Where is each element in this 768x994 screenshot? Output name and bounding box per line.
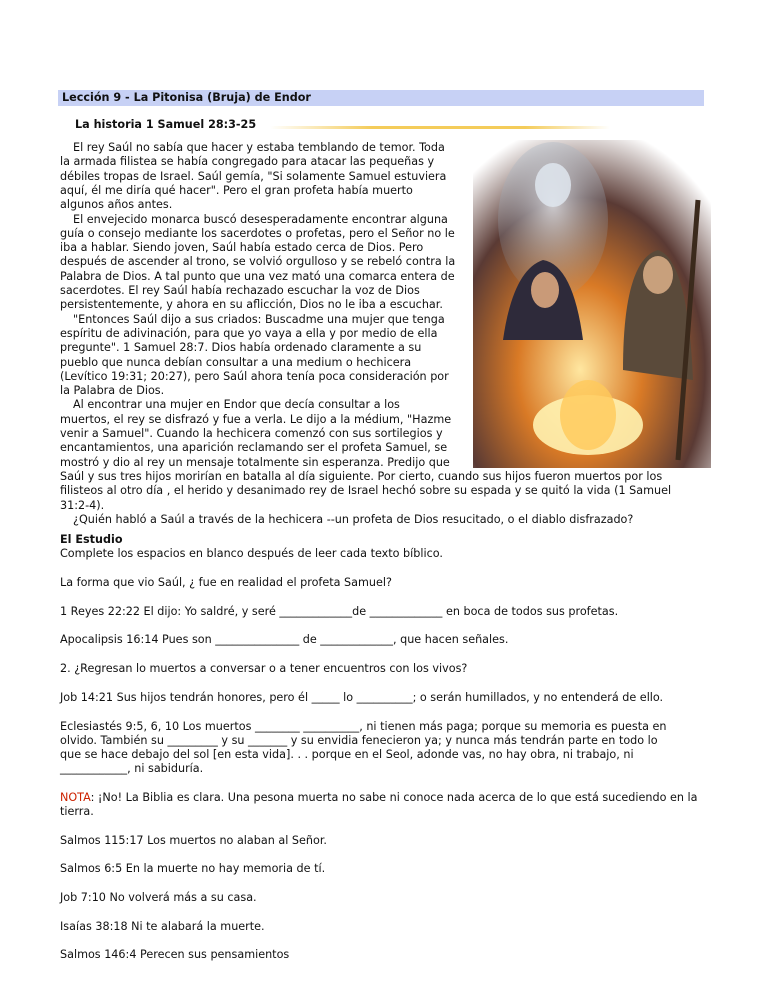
story-line: sacerdotes. El rey Saúl había rechazado escuchar la voz de Dios	[60, 284, 420, 297]
kings-verse: 1 Reyes 22:22 El dijo: Yo saldré, y seré _____________de _____________ en boca de todos sus profetas.	[60, 605, 619, 618]
job7-verse: Job 7:10 No volverá más a su casa.	[60, 891, 257, 904]
psalm6-verse: Salmos 6:5 En la muerte no hay memoria de tí.	[60, 862, 326, 875]
story-line: mostró y dio al rey un mensaje totalmente sin esperanza. Predijo que	[60, 455, 450, 469]
story-line: encantamientos, una aparición reclamando ser el profeta Samuel, se	[60, 441, 448, 455]
story-line: aquí, él me diría qué hacer". Pero el gran profeta había muerto	[60, 183, 413, 197]
revelation-verse: Apocalipsis 16:14 Pues son _______________ de _____________, que hacen señales.	[60, 633, 509, 646]
psalm115-verse: Salmos 115:17 Los muertos no alaban al Señor.	[60, 834, 327, 847]
story-line: El rey Saúl no sabía que hacer y estaba temblando de temor. Toda	[73, 141, 445, 154]
saul-witch-illustration	[473, 140, 711, 468]
study-heading: El Estudio	[60, 533, 123, 546]
study-intro: Complete los espacios en blanco después de leer cada texto bíblico.	[60, 547, 443, 560]
job14-verse: Job 14:21 Sus hijos tendrán honores, pero él _____ lo __________; o serán humillados, y no entenderá de ello.	[60, 691, 664, 704]
eccl-line-3: que se hace debajo del sol [en esta vida]. . . porque en el Seol, adonde vas, no hay obra, ni trabajo, ni	[60, 748, 634, 761]
story-line: Palabra de Dios. A tal punto que una vez mató una comarca entera de	[60, 269, 455, 283]
eccl-line-2: olvido. También su _________ y su _______ y su envidia fenecieron ya; y nunca más tendrán parte en todo lo	[60, 734, 658, 747]
story-line: filisteos al otro día , el herido y desanimado rey de Israel hechó sobre su espada y se quitó la vida (1 Samuel	[60, 484, 672, 498]
story-line: guía o consejo mediante los sacerdotes o profetas, pero el Señor no le	[60, 226, 455, 240]
story-line: débiles tropas de Israel. Saúl gemía, "Si solamente Samuel estuviera	[60, 169, 447, 183]
nota-line-2: tierra.	[60, 805, 94, 818]
eccl-line-1: Eclesiastés 9:5, 6, 10 Los muertos ________ __________, ni tienen más paga; porque su memoria es puesta en	[60, 720, 667, 733]
eccl-line-4: ____________, ni sabiduría.	[60, 762, 204, 775]
heading-rule	[270, 126, 610, 129]
story-line: ¿Quién habló a Saúl a través de la hechicera --un profeta de Dios resucitado, o el diablo disfrazado?	[73, 512, 634, 526]
nota-label: NOTA	[60, 791, 91, 804]
story-line: (Levítico 19:31; 20:27), pero Saúl ahora tenía poca consideración por	[60, 369, 449, 383]
story-line: espíritu de adivinación, para que yo vaya a ella y por medio de ella	[60, 326, 438, 340]
story-line: la armada filistea se había congregado para atacar las pequeñas y	[60, 155, 435, 169]
story-line: la Palabra de Dios.	[60, 384, 165, 398]
isaiah-verse: Isaías 38:18 Ni te alabará la muerte.	[60, 920, 265, 933]
story-line: pueblo que nunca debían consultar a una medium o hechicera	[60, 355, 412, 369]
story-line: Al encontrar una mujer en Endor que decía consultar a los	[73, 398, 400, 412]
story-line: Saúl y sus tres hijos morirían en batalla al día siguiente. Por cierto, cuando sus hijos fueron muertos por los	[60, 469, 663, 483]
lesson-title: Lección 9 - La Pitonisa (Bruja) de Endor	[62, 91, 311, 104]
nota-text: : ¡No! La Biblia es clara. Una pesona muerta no sabe ni conoce nada acerca de lo que está sucediendo en la	[90, 791, 698, 804]
story-line: El envejecido monarca buscó desesperadamente encontrar alguna	[73, 212, 448, 226]
story-line: "Entonces Saúl dijo a sus criados: Buscadme una mujer que tenga	[73, 312, 445, 326]
story-line: muertos, el rey se disfrazó y fue a verla. Le dijo a la médium, "Hazme	[60, 412, 452, 426]
story-line: venir a Samuel". Cuando la hechicera comenzó con sus sortilegios y	[60, 427, 443, 440]
story-line: algunos años antes.	[60, 198, 173, 212]
question-1: La forma que vio Saúl, ¿ fue en realidad el profeta Samuel?	[60, 576, 392, 589]
story-line: 31:2-4).	[60, 498, 105, 512]
nota-line-1	[60, 791, 697, 805]
story-line: después de ascender al trono, se volvió orgulloso y se rebeló contra la	[60, 255, 456, 269]
psalm146-verse: Salmos 146:4 Perecen sus pensamientos	[60, 948, 290, 961]
story-line: iba a hablar. Siendo joven, Saúl había estado cerca de Dios. Pero	[60, 241, 424, 255]
story-line: persistentemente, y ahora en su aflicción, Dios no le iba a escuchar.	[60, 298, 443, 312]
question-2: 2. ¿Regresan lo muertos a conversar o a tener encuentros con los vivos?	[60, 662, 468, 675]
story-line: pregunte". 1 Samuel 28:7. Dios había ordenado claramente a su	[60, 341, 422, 355]
lesson-title-bar	[58, 90, 704, 106]
story-heading: La historia 1 Samuel 28:3-25	[75, 118, 257, 131]
